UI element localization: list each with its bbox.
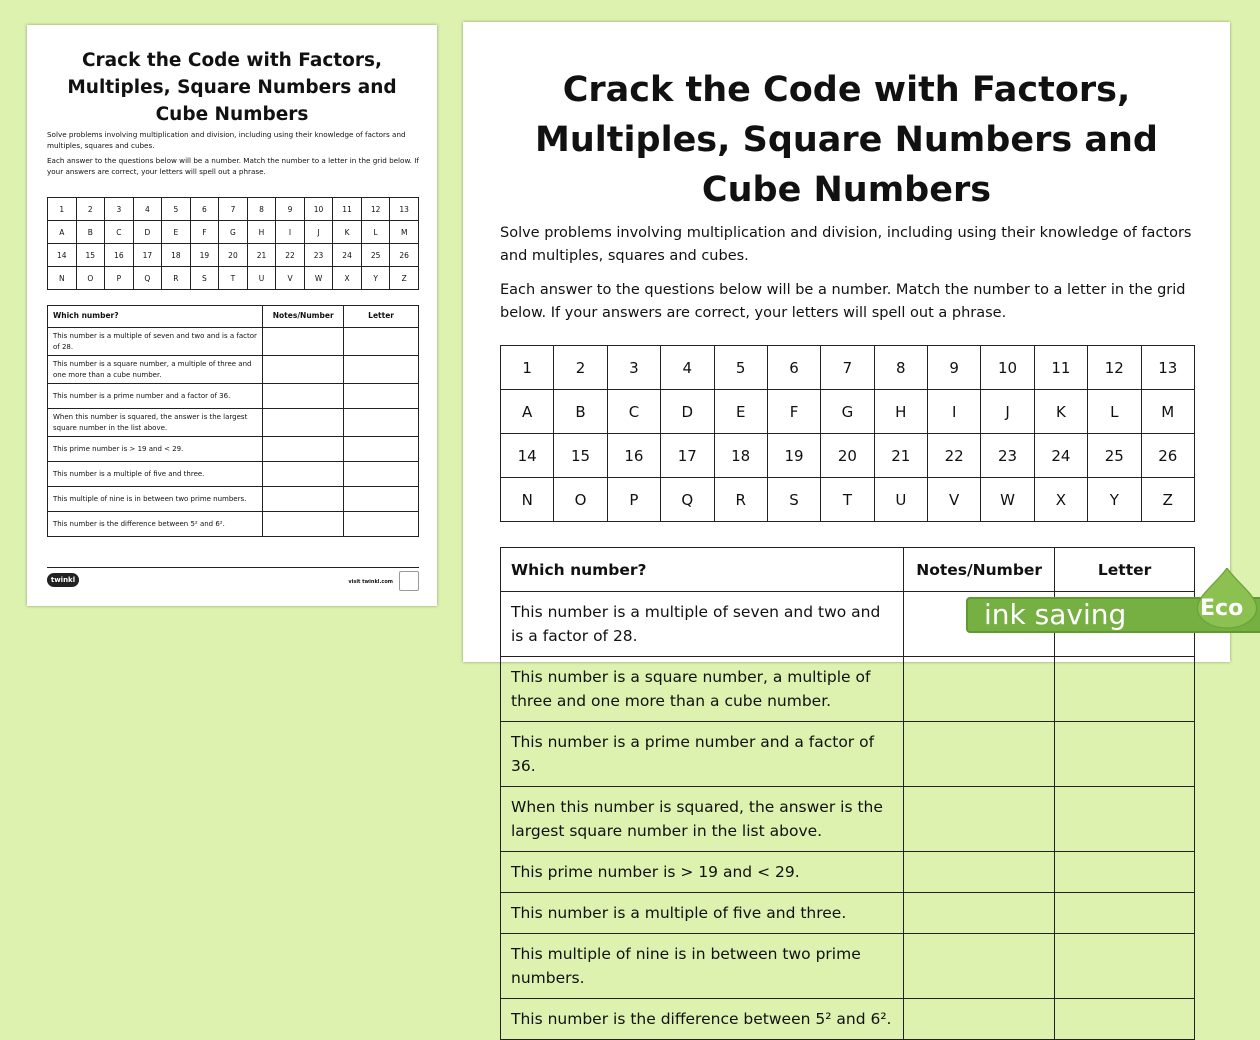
grid-cell: P: [607, 478, 660, 522]
grid-cell: 11: [333, 198, 362, 221]
table-row: [48, 384, 419, 409]
grid-row: [48, 221, 419, 244]
question-text: This multiple of nine is in between two prime numbers.: [48, 487, 263, 512]
table-row: [48, 512, 419, 537]
grid-cell: U: [874, 478, 927, 522]
table-row: [48, 437, 419, 462]
code-grid: [500, 345, 1195, 522]
grid-row: [501, 434, 1195, 478]
question-text: This number is the difference between 5² and 6².: [501, 999, 904, 1040]
worksheet-thumbnail: [27, 25, 437, 606]
notes-cell[interactable]: [263, 328, 344, 356]
grid-cell: Q: [133, 267, 162, 290]
grid-cell: 1: [48, 198, 77, 221]
grid-cell: 19: [190, 244, 219, 267]
grid-cell: V: [928, 478, 981, 522]
intro-text: Solve problems involving multiplication and division, including using their knowledge of factors and multiples, squares and cubes.: [500, 225, 1192, 264]
grid-cell: N: [48, 267, 77, 290]
notes-cell[interactable]: [904, 787, 1055, 852]
grid-cell: C: [607, 390, 660, 434]
grid-cell: V: [276, 267, 305, 290]
grid-cell: 10: [981, 346, 1034, 390]
grid-cell: M: [1141, 390, 1195, 434]
grid-cell: 6: [767, 346, 820, 390]
grid-cell: 17: [661, 434, 714, 478]
grid-cell: 15: [76, 244, 105, 267]
grid-cell: 11: [1034, 346, 1087, 390]
grid-cell: 20: [219, 244, 248, 267]
grid-row: [48, 198, 419, 221]
letter-cell[interactable]: [1055, 999, 1195, 1040]
letter-cell[interactable]: [1055, 722, 1195, 787]
notes-cell[interactable]: [904, 657, 1055, 722]
grid-cell: 12: [361, 198, 390, 221]
grid-cell: S: [190, 267, 219, 290]
table-row: [48, 328, 419, 356]
grid-cell: C: [105, 221, 134, 244]
grid-cell: B: [76, 221, 105, 244]
visit-link: visit twinkl.com: [348, 579, 393, 585]
grid-cell: L: [1088, 390, 1141, 434]
letter-cell[interactable]: [344, 328, 419, 356]
footer: [47, 567, 419, 597]
question-text: This number is a square number, a multiple of three and one more than a cube number.: [501, 657, 904, 722]
grid-cell: 9: [928, 346, 981, 390]
grid-cell: N: [501, 478, 554, 522]
table-row: [501, 787, 1195, 852]
grid-cell: W: [981, 478, 1034, 522]
grid-cell: K: [1034, 390, 1087, 434]
letter-cell[interactable]: [344, 384, 419, 409]
code-grid: [47, 197, 419, 290]
grid-row: [501, 390, 1195, 434]
grid-cell: 26: [1141, 434, 1195, 478]
grid-cell: 7: [821, 346, 874, 390]
letter-cell[interactable]: [344, 487, 419, 512]
grid-cell: 15: [554, 434, 607, 478]
eco-label: Eco: [1200, 596, 1244, 621]
grid-cell: 20: [821, 434, 874, 478]
grid-cell: 13: [390, 198, 419, 221]
letter-cell[interactable]: [344, 437, 419, 462]
table-row: [48, 356, 419, 384]
grid-cell: H: [247, 221, 276, 244]
notes-cell[interactable]: [263, 409, 344, 437]
grid-cell: 26: [390, 244, 419, 267]
grid-cell: 8: [247, 198, 276, 221]
question-text: This number is a prime number and a factor of 36.: [48, 384, 263, 409]
grid-cell: D: [661, 390, 714, 434]
column-header: Which number?: [501, 548, 904, 592]
grid-cell: M: [390, 221, 419, 244]
grid-cell: O: [76, 267, 105, 290]
notes-cell[interactable]: [263, 437, 344, 462]
notes-cell[interactable]: [904, 722, 1055, 787]
question-text: This number is a multiple of five and three.: [48, 462, 263, 487]
question-text: This prime number is > 19 and < 29.: [501, 852, 904, 893]
column-header: Letter: [344, 306, 419, 328]
grid-cell: Y: [1088, 478, 1141, 522]
letter-cell[interactable]: [344, 356, 419, 384]
notes-cell[interactable]: [904, 852, 1055, 893]
letter-cell[interactable]: [1055, 934, 1195, 999]
letter-cell[interactable]: [1055, 852, 1195, 893]
grid-cell: 13: [1141, 346, 1195, 390]
question-text: This number is a square number, a multiple of three and one more than a cube number.: [48, 356, 263, 384]
grid-cell: 16: [607, 434, 660, 478]
grid-cell: R: [162, 267, 191, 290]
grid-cell: 1: [501, 346, 554, 390]
grid-cell: W: [304, 267, 333, 290]
letter-cell[interactable]: [1055, 657, 1195, 722]
grid-cell: F: [190, 221, 219, 244]
grid-cell: J: [981, 390, 1034, 434]
grid-row: [501, 346, 1195, 390]
notes-cell[interactable]: [904, 999, 1055, 1040]
grid-cell: E: [162, 221, 191, 244]
grid-cell: X: [333, 267, 362, 290]
grid-cell: 4: [661, 346, 714, 390]
question-text: This number is a multiple of seven and two and is a factor of 28.: [501, 592, 904, 657]
grid-cell: L: [361, 221, 390, 244]
question-text: When this number is squared, the answer is the largest square number in the list above.: [501, 787, 904, 852]
grid-cell: 23: [981, 434, 1034, 478]
grid-cell: 18: [714, 434, 767, 478]
notes-cell[interactable]: [263, 512, 344, 537]
question-text: This number is a multiple of seven and two and is a factor of 28.: [48, 328, 263, 356]
question-text: This number is a prime number and a factor of 36.: [501, 722, 904, 787]
question-table: [47, 305, 419, 537]
grid-cell: 19: [767, 434, 820, 478]
grid-cell: 8: [874, 346, 927, 390]
table-row: [501, 999, 1195, 1040]
table-row: [501, 852, 1195, 893]
grid-cell: 18: [162, 244, 191, 267]
grid-cell: 3: [105, 198, 134, 221]
notes-cell[interactable]: [263, 384, 344, 409]
grid-cell: T: [821, 478, 874, 522]
grid-cell: 16: [105, 244, 134, 267]
grid-cell: 4: [133, 198, 162, 221]
column-header: Notes/Number: [904, 548, 1055, 592]
grid-row: [48, 267, 419, 290]
grid-cell: 21: [247, 244, 276, 267]
table-row: [501, 934, 1195, 999]
intro-text: Solve problems involving multiplication and division, including using their knowledge of factors and multiples, squares and cubes.: [47, 130, 406, 150]
grid-cell: 9: [276, 198, 305, 221]
grid-cell: 7: [219, 198, 248, 221]
column-header: Notes/Number: [263, 306, 344, 328]
grid-cell: Q: [661, 478, 714, 522]
grid-cell: D: [133, 221, 162, 244]
grid-cell: E: [714, 390, 767, 434]
grid-cell: X: [1034, 478, 1087, 522]
grid-cell: G: [821, 390, 874, 434]
grid-cell: Y: [361, 267, 390, 290]
grid-cell: 3: [607, 346, 660, 390]
grid-cell: I: [276, 221, 305, 244]
table-header: [501, 548, 1195, 592]
notes-cell[interactable]: [263, 487, 344, 512]
grid-cell: F: [767, 390, 820, 434]
grid-cell: 24: [1034, 434, 1087, 478]
letter-cell[interactable]: [344, 512, 419, 537]
grid-cell: 22: [928, 434, 981, 478]
grid-cell: 6: [190, 198, 219, 221]
grid-cell: 12: [1088, 346, 1141, 390]
grid-cell: 14: [501, 434, 554, 478]
table-row: [48, 409, 419, 437]
table-row: [501, 893, 1195, 934]
grid-cell: B: [554, 390, 607, 434]
notes-cell[interactable]: [904, 934, 1055, 999]
notes-cell[interactable]: [263, 462, 344, 487]
grid-cell: 5: [714, 346, 767, 390]
grid-cell: Z: [1141, 478, 1195, 522]
column-header: Letter: [1055, 548, 1195, 592]
grid-cell: A: [501, 390, 554, 434]
instructions-text: Each answer to the questions below will be a number. Match the number to a letter in the grid below. If your answers are correct, your letters will spell out a phrase.: [500, 282, 1186, 321]
checked-badge-icon: [399, 571, 419, 591]
question-text: This multiple of nine is in between two prime numbers.: [501, 934, 904, 999]
grid-cell: 10: [304, 198, 333, 221]
grid-cell: T: [219, 267, 248, 290]
notes-cell[interactable]: [263, 356, 344, 384]
worksheet-title: Crack the Code with Factors, Multiples, Square Numbers and Cube Numbers: [67, 50, 397, 125]
table-row: [48, 462, 419, 487]
letter-cell[interactable]: [1055, 787, 1195, 852]
grid-row: [501, 478, 1195, 522]
grid-cell: U: [247, 267, 276, 290]
grid-cell: 14: [48, 244, 77, 267]
grid-row: [48, 244, 419, 267]
grid-cell: A: [48, 221, 77, 244]
grid-cell: 2: [76, 198, 105, 221]
grid-cell: 25: [1088, 434, 1141, 478]
question-text: When this number is squared, the answer is the largest square number in the list above.: [48, 409, 263, 437]
grid-cell: O: [554, 478, 607, 522]
grid-cell: 23: [304, 244, 333, 267]
question-text: This prime number is > 19 and < 29.: [48, 437, 263, 462]
grid-cell: J: [304, 221, 333, 244]
grid-cell: 21: [874, 434, 927, 478]
question-text: This number is the difference between 5² and 6².: [48, 512, 263, 537]
grid-cell: P: [105, 267, 134, 290]
table-header: [48, 306, 419, 328]
grid-cell: R: [714, 478, 767, 522]
grid-cell: Z: [390, 267, 419, 290]
ink-saving-label: ink saving: [984, 598, 1127, 631]
eco-leaf-icon: [1196, 568, 1258, 630]
table-row: [48, 487, 419, 512]
grid-cell: 24: [333, 244, 362, 267]
question-text: This number is a multiple of five and three.: [501, 893, 904, 934]
grid-cell: G: [219, 221, 248, 244]
grid-cell: 2: [554, 346, 607, 390]
grid-cell: I: [928, 390, 981, 434]
grid-cell: 5: [162, 198, 191, 221]
grid-cell: K: [333, 221, 362, 244]
twinkl-logo: twinkl: [47, 573, 79, 587]
grid-cell: H: [874, 390, 927, 434]
grid-cell: 25: [361, 244, 390, 267]
grid-cell: 22: [276, 244, 305, 267]
letter-cell[interactable]: [1055, 893, 1195, 934]
grid-cell: 17: [133, 244, 162, 267]
table-row: [501, 657, 1195, 722]
column-header: Which number?: [48, 306, 263, 328]
letter-cell[interactable]: [344, 462, 419, 487]
grid-cell: S: [767, 478, 820, 522]
instructions-text: Each answer to the questions below will be a number. Match the number to a letter in the grid below. If your answers are correct, your letters will spell out a phrase.: [47, 156, 419, 176]
worksheet-title: Crack the Code with Factors, Multiples, Square Numbers and Cube Numbers: [535, 70, 1158, 210]
letter-cell[interactable]: [344, 409, 419, 437]
table-row: [501, 722, 1195, 787]
worksheet-zoomed: [463, 22, 1230, 1028]
notes-cell[interactable]: [904, 893, 1055, 934]
